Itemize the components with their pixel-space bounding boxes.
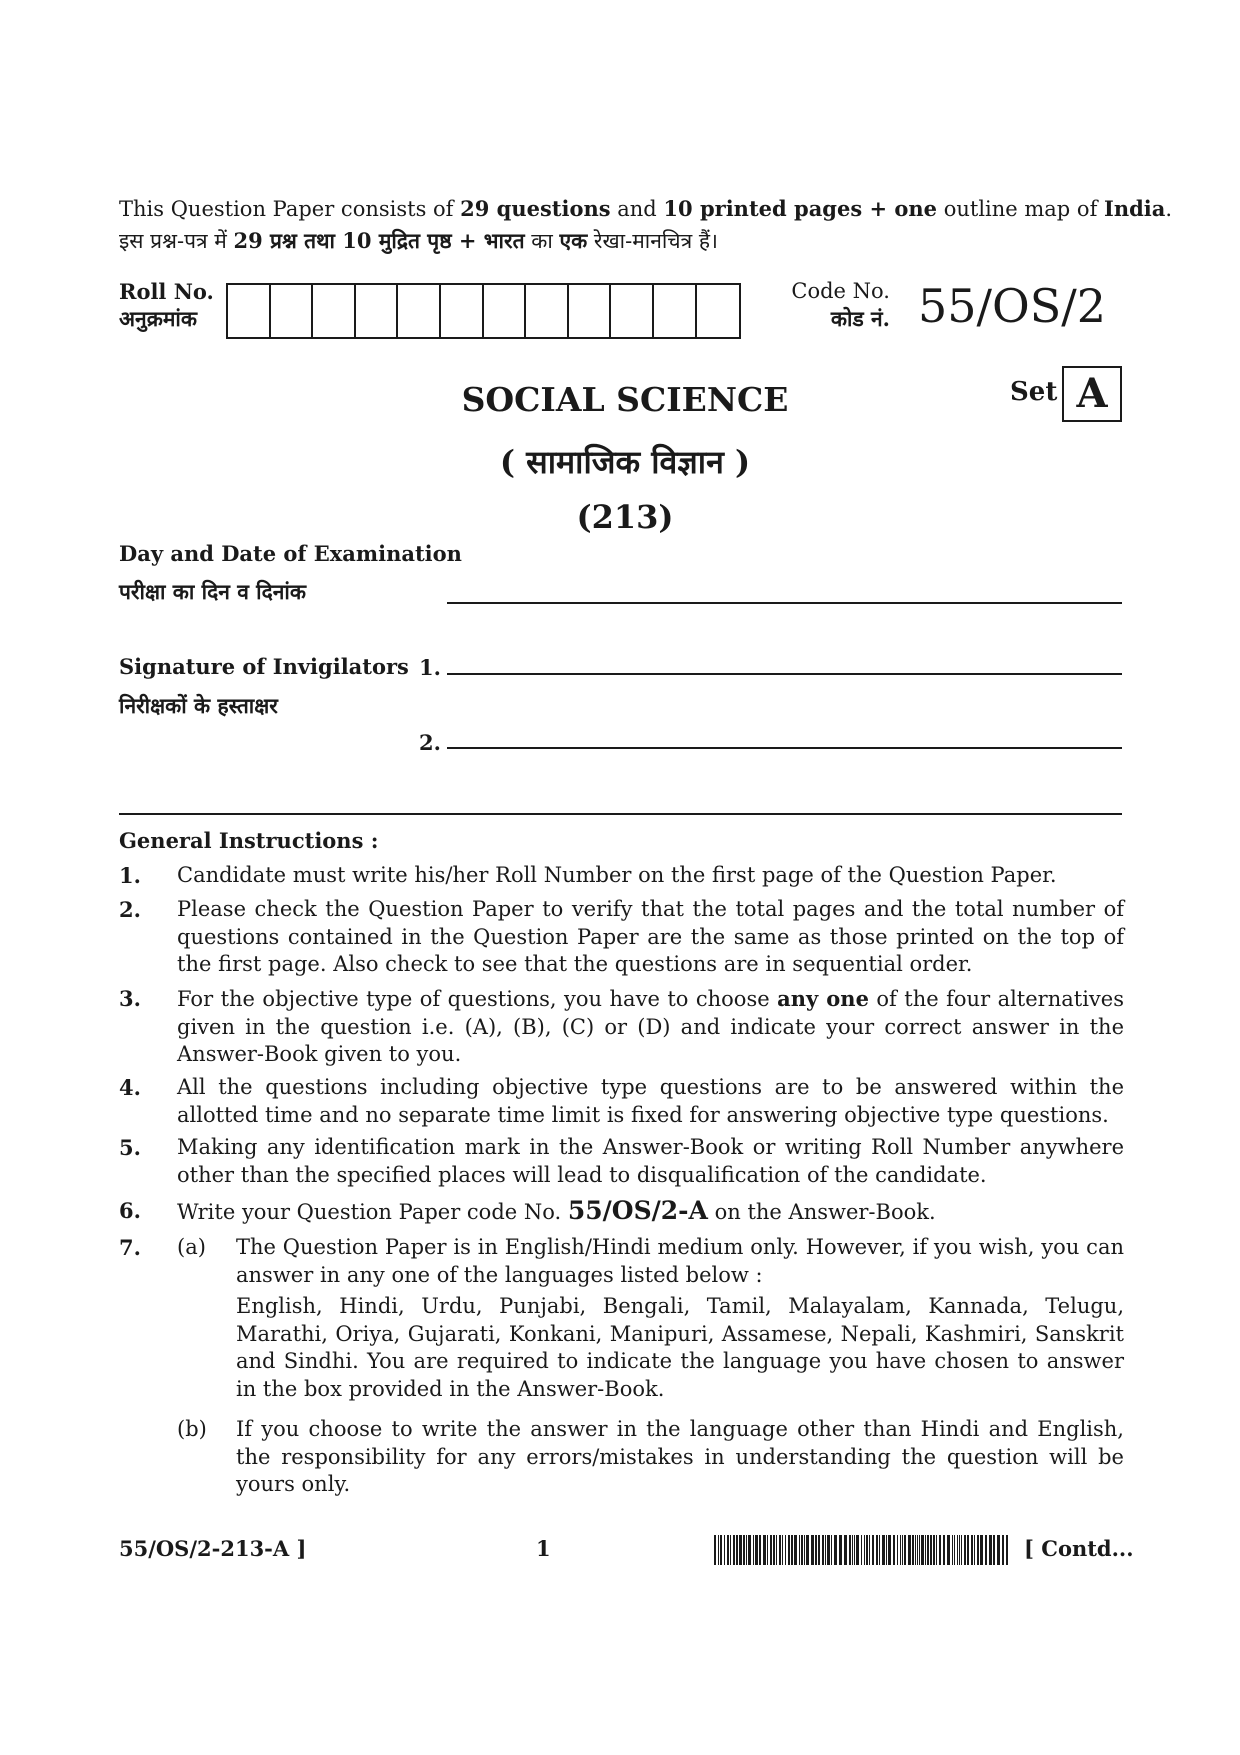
roll-number-box[interactable] [697, 285, 740, 337]
language-list: English, Hindi, Urdu, Punjabi, Bengali, Tamil, Malayalam, Kannada, Telugu, Marathi, Oriya, Gujarati, Konkani, Manipuri, Assamese, Nepali, Kashmiri, Sanskrit and Sindhi. You are required to indicate the language you have chosen to answer in the box provided in the Answer-Book. [236, 1294, 1124, 1401]
continued-marker: [ Contd... [1024, 1536, 1134, 1561]
invigilator-signature-label: Signature of Invigilators [119, 654, 409, 679]
instruction-4: 4. All the questions including objective type questions are to be answered within the allotted time and no separate time limit is fixed for answering objective type questions. [119, 1075, 1124, 1127]
signature-2-number: 2. [419, 730, 441, 755]
roll-number-label: Roll No. अनुक्रमांक [119, 279, 214, 331]
code-number-label: Code No. कोड नं. [791, 279, 890, 331]
invigilator-signature-label-hindi: निरीक्षकों के हस्ताक्षर [119, 693, 278, 718]
subject-title: SOCIAL SCIENCE [461, 380, 789, 419]
paper-summary-en: This Question Paper consists of 29 questions and 10 printed pages + one outline map of India. [119, 196, 1173, 221]
exam-date-label: Day and Date of Examination [119, 541, 462, 566]
page-number: 1 [536, 1536, 551, 1561]
roll-number-boxes[interactable] [226, 283, 741, 339]
signature-1-number: 1. [419, 655, 441, 680]
instruction-1: 1. Candidate must write his/her Roll Number on the first page of the Question Paper. [119, 863, 1057, 888]
question-count: 29 questions [460, 196, 611, 221]
section-divider [119, 813, 1122, 815]
signature-1-line[interactable] [447, 673, 1122, 675]
instruction-7b: (b) If you choose to write the answer in the language other than Hindi and English, the responsibility for any errors/mistakes in understanding the question will be yours only. [177, 1417, 1124, 1496]
roll-number-box[interactable] [569, 285, 612, 337]
instruction-7a: (a) The Question Paper is in English/Hindi medium only. However, if you wish, you can answer in any one of the languages listed below : English, Hindi, Urdu, Punjabi, Bengali, Tamil, Malayalam, Kannada, Telugu, Marathi, Oriya, Gujarati, Konkani, Manipuri, Assamese, Nepali, Kashmiri, Sanskrit and Sindhi. You are required to indicate the language you have chosen to answer in the box provided in the Answer-Book. [177, 1234, 1124, 1407]
roll-number-box[interactable] [398, 285, 441, 337]
roll-number-box[interactable] [271, 285, 314, 337]
set-label: Set [1010, 377, 1058, 407]
roll-number-box[interactable] [654, 285, 697, 337]
instruction-5: 5. Making any identification mark in the Answer-Book or writing Roll Number anywhere other than the specified places will lead to disqualification of the candidate. [119, 1135, 1124, 1187]
footer-paper-code: 55/OS/2-213-A ] [119, 1536, 307, 1561]
roll-number-box[interactable] [441, 285, 484, 337]
roll-number-box[interactable] [611, 285, 654, 337]
roll-number-box[interactable] [484, 285, 527, 337]
exam-date-line[interactable] [447, 602, 1122, 604]
page-count: 10 printed pages + one [663, 196, 938, 221]
roll-number-box[interactable] [526, 285, 569, 337]
answer-book-code: 55/OS/2-A [567, 1196, 708, 1225]
roll-number-box[interactable] [313, 285, 356, 337]
set-box: A [1062, 366, 1122, 422]
exam-date-label-hindi: परीक्षा का दिन व दिनांक [119, 579, 306, 604]
subject-code: (213) [576, 498, 674, 536]
roll-number-box[interactable] [356, 285, 399, 337]
instruction-2: 2. Please check the Question Paper to verify that the total pages and the total number of questions contained in the Question Paper are the same as those printed on the top of the first page. Also check to see that the questions are in sequential order. [119, 897, 1124, 976]
instruction-3: 3. For the objective type of questions, you have to choose any one of the four alternatives given in the question i.e. (A), (B), (C) or (D) and indicate your correct answer in the Answer-Book given to you. [119, 986, 1124, 1066]
roll-number-box[interactable] [228, 285, 271, 337]
subject-title-hindi: ( सामाजिक विज्ञान ) [499, 443, 751, 481]
paper-summary-hi: इस प्रश्न-पत्र में 29 प्रश्न तथा 10 मुद्रित पृष्ठ + भारत का एक रेखा-मानचित्र हैं। [119, 228, 718, 253]
country-name: India [1104, 196, 1166, 221]
signature-2-line[interactable] [447, 747, 1122, 749]
code-number: 55/OS/2 [918, 279, 1107, 333]
instruction-6: 6. Write your Question Paper code No. 55/OS/2-A on the Answer-Book. [119, 1196, 936, 1225]
instructions-heading: General Instructions : [119, 828, 379, 853]
barcode-image [714, 1535, 1012, 1565]
